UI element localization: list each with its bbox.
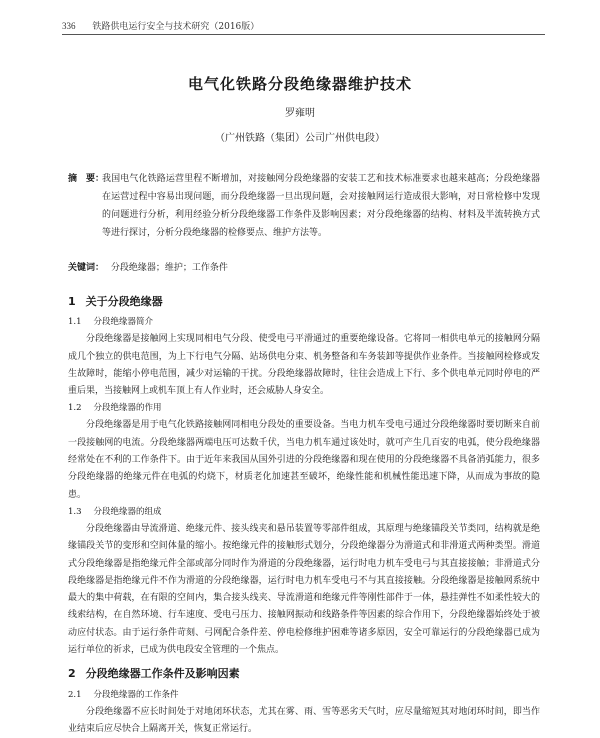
paper-title: 电气化铁路分段绝缘器维护技术 bbox=[187, 75, 412, 93]
subsection-heading bbox=[68, 504, 540, 521]
paper-body bbox=[68, 287, 540, 738]
journal-name: 铁路供电运行安全与技术研究（2016版） bbox=[92, 22, 260, 32]
subsection-title: 分段绝缘器的作用 bbox=[93, 403, 162, 414]
subsection-heading bbox=[68, 687, 540, 704]
page-number: 336 bbox=[62, 21, 76, 31]
abstract-label: 摘 要： bbox=[68, 174, 105, 184]
subsection-number: 1.3 bbox=[68, 506, 82, 517]
section-number: 2 bbox=[68, 667, 76, 681]
section-heading bbox=[68, 665, 540, 682]
subsection-title: 分段绝缘器的组成 bbox=[93, 506, 162, 517]
paragraph: 分段绝缘器是用于电气化铁路接触网同相电分段处的重要设备。当电力机车受电弓通过分段绝缘器时要切断来自前一段接触网的电流。分段绝缘器两端电压可达数千伏，当电力机车通过该处时，就可产生几百安的电弧，使分段绝缘器经常处在不利的工作条件下。由于近年来我国从国外引进的分段绝缘器和现在使用的分段绝缘器不具备消弧能力，很多分段绝缘器的绝缘元件在电弧的灼烧下，材质老化加速甚至破坏，绝缘性能和机械性能迅速下降，从而成为事故的隐患。 bbox=[68, 420, 540, 500]
abstract bbox=[68, 170, 540, 242]
subsection-number: 2.1 bbox=[68, 689, 82, 700]
section-heading bbox=[68, 293, 540, 310]
paragraph: 分段绝缘器由导流滑道、绝缘元件、接头线夹和悬吊装置等零部件组成，其原理与绝缘锚段关节类同，结构就是绝缘锚段关节的变形和空间体量的缩小。按绝缘元件的接触形式划分，分段绝缘器分为滑道式和非滑道式两种类型。滑道式分段绝缘器是指绝缘元件全部或部分同时作为滑道的分段绝缘器，运行时电力机车受电弓与其直接接触；非滑道式分段绝缘器是指绝缘元件不作为滑道的分段绝缘器，运行时电力机车受电弓不与其直接接触。分段绝缘器是接触网系统中最大的集中荷载，在有限的空间内，集合接头线夹、导流滑道和绝缘元件等刚性部件于一体，悬挂弹性不如柔性较大的线索结构，在自然环境、行车速度、受电弓压力、接触网振动和线路条件等因素的综合作用下，分段绝缘器始终处于被动应付状态。由于运行条件苛刻、弓网配合条件差、停电检修维护困难等诸多原因，安全可靠运行的分段绝缘器已成为运行单位的祈求，已成为供电段安全管理的一个焦点。 bbox=[68, 523, 540, 656]
keywords bbox=[68, 260, 540, 273]
subsection-title: 分段绝缘器简介 bbox=[93, 317, 154, 328]
keywords-text: 分段绝缘器；维护；工作条件 bbox=[110, 263, 228, 273]
subsection-heading bbox=[68, 400, 540, 417]
subsection-number: 1.1 bbox=[68, 317, 82, 328]
subsection-number: 1.2 bbox=[68, 403, 82, 414]
subsection-title: 分段绝缘器的工作条件 bbox=[93, 689, 179, 700]
keywords-label: 关键词： bbox=[68, 263, 105, 273]
subsection-heading bbox=[68, 314, 540, 331]
running-header bbox=[62, 19, 545, 35]
section-title: 关于分段绝缘器 bbox=[85, 295, 163, 308]
section-number: 1 bbox=[68, 295, 76, 308]
author: 罗雍明 bbox=[285, 108, 315, 119]
section-title: 分段绝缘器工作条件及影响因素 bbox=[85, 667, 240, 681]
paragraph: 分段绝缘器是接触网上实现同相电气分段、使受电弓平滑通过的重要绝缘设备。它将同一相供电单元的接触网分隔成几个独立的供电范围，为上下行电气分隔、站场供电分束、机务整备和车务装卸等提供作业条件。当接触网检修或发生故障时，能缩小停电范围，减少对运输的干扰。分段绝缘器故障时，往往会造成上下行、多个供电单元同时停电的严重后果，当接触网上或机车顶上有人作业时，还会威胁人身安全。 bbox=[68, 334, 540, 397]
abstract-text: 我国电气化铁路运营里程不断增加，对接触网分段绝缘器的安装工艺和技术标准要求也越来越高；分段绝缘器在运营过程中容易出现问题，而分段绝缘器一旦出现问题，会对接触网运行造成很大影响，对日常检修中发现的问题进行分析，利用经验分析分段绝缘器工作条件及影响因素；对分段绝缘器的结构、材料及半流转换方式等进行探讨，分析分段绝缘器的检修要点、维护方法等。 bbox=[102, 174, 540, 238]
paragraph: 分段绝缘器不应长时间处于对地闭环状态，尤其在雾、雨、雪等恶劣天气时，应尽量缩短其对地闭环时间，即当作业结束后应尽快合上隔离开关，恢复正常运行。 bbox=[68, 706, 540, 734]
affiliation: （广州铁路（集团）公司广州供电段） bbox=[215, 133, 385, 144]
